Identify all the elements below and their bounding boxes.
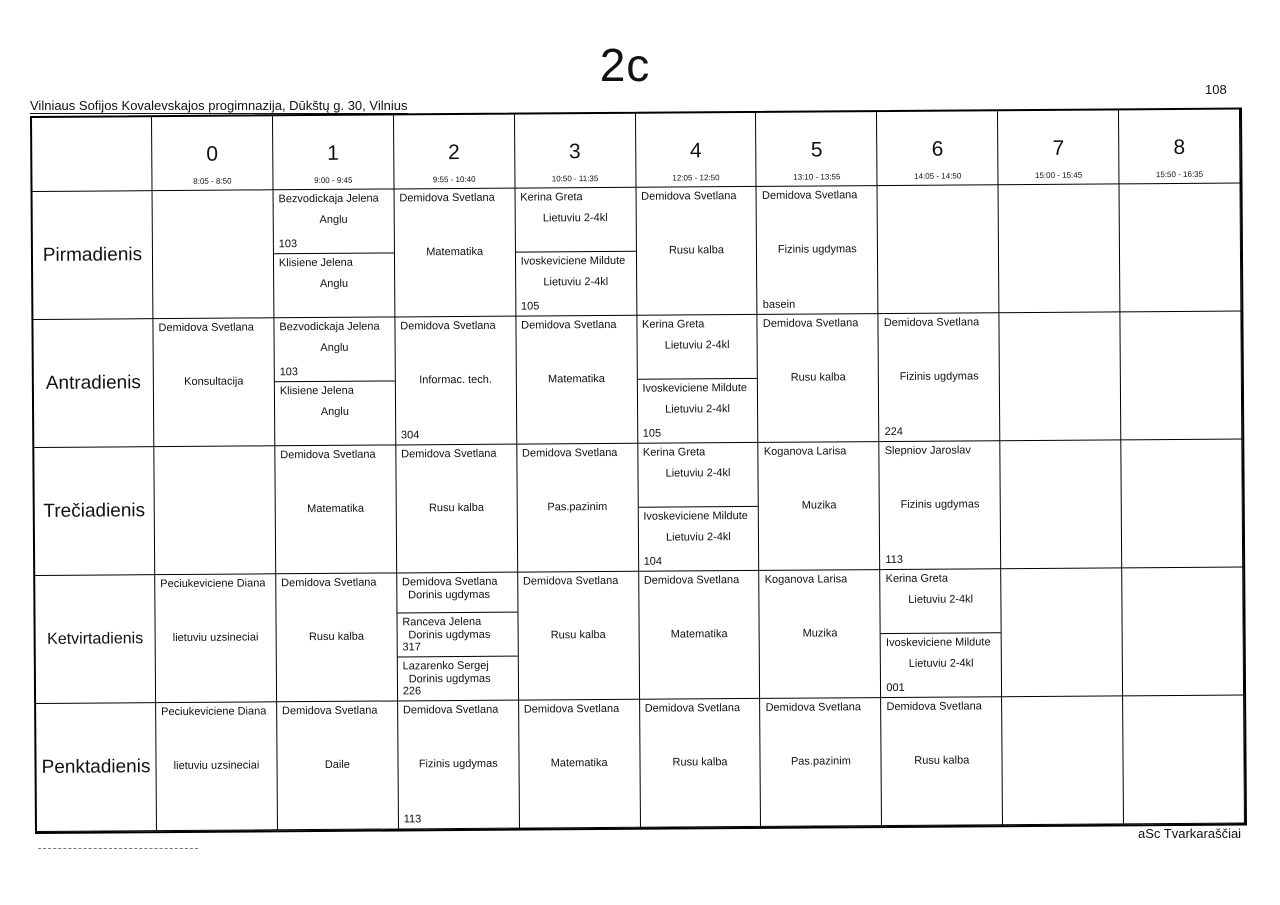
lesson-cell	[155, 574, 277, 703]
lesson-cell	[758, 314, 880, 443]
period-number: 2	[448, 141, 460, 165]
period-number: 5	[810, 138, 823, 162]
lesson-teacher: Bezvodickaja Jelena	[279, 320, 380, 334]
period-time: 15:00 - 15:45	[1034, 170, 1083, 180]
lesson-cell	[1001, 440, 1123, 569]
lesson-subject: Lietuviu 2-4kl	[665, 403, 731, 416]
period-header-4	[636, 113, 757, 188]
lesson-teacher: Ivoskeviciene Mildute	[643, 509, 748, 523]
period-time: 9:55 - 10:40	[432, 174, 476, 185]
lesson-teacher: Ivoskeviciene Mildute	[520, 254, 626, 268]
lesson-block	[880, 441, 1001, 569]
lesson-cell	[999, 184, 1121, 313]
lesson-teacher: Peciukeviciene Diana	[160, 577, 266, 591]
lesson-subject: Lietuviu 2-4kl	[664, 339, 730, 352]
lesson-teacher: Demidova Svetlana	[158, 321, 254, 335]
lesson-teacher: Kerina Greta	[642, 446, 706, 459]
lesson-subject: Muzika	[802, 627, 838, 640]
lesson-cell	[519, 700, 641, 829]
lesson-cell	[517, 444, 639, 573]
lesson-subject: Rusu kalba	[550, 628, 606, 642]
lesson-subject: Konsultacija	[184, 375, 244, 388]
lesson-cell	[398, 701, 520, 830]
lesson-block	[519, 700, 640, 828]
lesson-teacher: Demidova Svetlana	[281, 704, 378, 718]
lesson-cell	[638, 443, 760, 572]
lesson-teacher: Demidova Svetlana	[765, 701, 862, 714]
lesson-subject: Fizinis ugdymas	[900, 498, 980, 511]
period-time: 10:50 - 11:35	[551, 174, 599, 184]
lesson-room: 104	[643, 555, 663, 568]
period-header-0	[152, 116, 273, 191]
lesson-subject: Dorinis ugdymas	[408, 628, 491, 642]
lesson-teacher: Demidova Svetlana	[280, 448, 376, 462]
lesson-cell	[1000, 312, 1122, 441]
lesson-cell	[394, 189, 516, 318]
lesson-block	[394, 189, 515, 317]
day-header-antradienis: Antradienis	[33, 319, 154, 448]
lesson-block	[517, 444, 638, 572]
lesson-teacher: Klisiene Jelena	[279, 384, 354, 398]
lesson-subject: Anglu	[319, 277, 349, 290]
lesson-room: 103	[278, 238, 298, 251]
lesson-room: 113	[885, 553, 904, 567]
lesson-subject: Lietuviu 2-4kl	[665, 467, 731, 480]
lesson-block	[155, 574, 276, 702]
lesson-room: 226	[402, 685, 422, 698]
lesson-cell	[881, 569, 1003, 698]
lesson-cell	[156, 702, 278, 831]
lesson-cell	[275, 445, 397, 574]
lesson-subject: Rusu kalba	[308, 630, 365, 644]
lesson-teacher: Demidova Svetlana	[644, 702, 741, 715]
lesson-teacher: Kerina Greta	[641, 318, 705, 331]
lesson-block	[637, 379, 757, 443]
period-header-3	[515, 114, 636, 189]
page-title: 2c	[599, 39, 651, 91]
lesson-subject: Daile	[324, 758, 350, 771]
lesson-subject: Lietuviu 2-4kl	[543, 275, 609, 289]
period-header-2	[394, 115, 515, 190]
school-address: Vilniaus Sofijos Kovalevskajos progimnazija, Dūkštų g. 30, Vilnius	[30, 98, 408, 113]
lesson-subject: Rusu kalba	[790, 371, 846, 384]
lesson-cell	[879, 313, 1001, 442]
lesson-teacher: Demidova Svetlana	[761, 189, 858, 202]
lesson-block	[515, 188, 635, 253]
scan-mark	[38, 848, 198, 849]
lesson-block	[760, 570, 881, 698]
lesson-block	[759, 442, 880, 570]
period-time: 15:50 - 16:35	[1155, 169, 1204, 180]
lesson-teacher: Ivoskeviciene Mildute	[885, 636, 991, 650]
lesson-subject: Dorinis ugdymas	[408, 588, 491, 602]
corner-cell	[32, 117, 153, 192]
lesson-teacher: Demidova Svetlana	[399, 191, 495, 205]
lesson-block	[273, 189, 393, 254]
lesson-cell	[637, 315, 759, 444]
period-header-7	[998, 110, 1119, 185]
lesson-cell	[881, 697, 1003, 826]
lesson-cell	[516, 316, 638, 445]
lesson-room: basein	[762, 298, 796, 311]
lesson-teacher: Ranceva Jelena	[402, 615, 482, 629]
lesson-cell	[761, 698, 883, 827]
lesson-subject: Anglu	[320, 341, 349, 354]
lesson-room: 103	[279, 366, 299, 379]
period-time: 13:10 - 13:55	[793, 172, 841, 182]
lesson-subject: Matematika	[426, 245, 484, 259]
lesson-room: 224	[884, 425, 903, 439]
lesson-subject: Matematika	[307, 502, 365, 516]
lesson-cell	[396, 445, 518, 574]
lesson-teacher: Koganova Larisa	[764, 573, 848, 586]
lesson-teacher: Demidova Svetlana	[522, 574, 619, 588]
lesson-cell	[878, 185, 1000, 314]
lesson-cell	[1121, 312, 1243, 441]
period-header-1	[273, 115, 394, 190]
lesson-cell	[759, 442, 881, 571]
lesson-subject: Fizinis ugdymas	[418, 757, 498, 771]
lesson-block	[758, 314, 879, 442]
lesson-block	[881, 569, 1001, 634]
lesson-cell	[153, 318, 275, 447]
day-header-trečiadienis: Trečiadienis	[34, 447, 155, 576]
lesson-block	[153, 318, 274, 446]
lesson-teacher: Lazarenko Sergej	[402, 659, 489, 673]
lesson-teacher: Demidova Svetlana	[762, 317, 859, 330]
lesson-cell	[1002, 696, 1124, 825]
lesson-teacher: Kerina Greta	[520, 191, 583, 204]
lesson-cell	[1123, 696, 1245, 825]
period-header-6	[877, 111, 998, 186]
lesson-block	[516, 316, 637, 444]
day-header-penktadienis: Penktadienis	[36, 703, 157, 832]
day-header-ketvirtadienis: Ketvirtadienis	[35, 575, 156, 704]
lesson-teacher: Demidova Svetlana	[401, 447, 497, 461]
lesson-block	[275, 381, 395, 445]
period-number: 3	[568, 140, 581, 164]
lesson-block	[881, 633, 1001, 697]
lesson-subject: Anglu	[320, 405, 350, 418]
lesson-teacher: Demidova Svetlana	[523, 702, 620, 716]
period-header-5	[756, 112, 877, 187]
lesson-block	[879, 313, 1000, 441]
page-number: 108	[1205, 82, 1227, 97]
lesson-block	[639, 571, 760, 699]
lesson-teacher: Demidova Svetlana	[402, 703, 499, 717]
lesson-block	[276, 573, 397, 701]
lesson-block	[636, 187, 757, 315]
lesson-teacher: Demidova Svetlana	[886, 700, 982, 714]
lesson-block	[398, 657, 518, 701]
lesson-room: 105	[642, 427, 662, 440]
lesson-teacher: Demidova Svetlana	[281, 576, 377, 590]
lesson-subject: Matematika	[550, 756, 608, 770]
lesson-cell	[273, 189, 395, 318]
lesson-cell	[1122, 568, 1244, 697]
lesson-cell	[397, 573, 519, 702]
lesson-room: 105	[520, 300, 540, 313]
lesson-cell	[395, 317, 517, 446]
lesson-cell	[276, 573, 398, 702]
lesson-block	[395, 317, 516, 445]
lesson-teacher: Slepniov Jaroslav	[884, 444, 971, 458]
lesson-teacher: Demidova Svetlana	[643, 574, 740, 587]
period-number: 7	[1052, 136, 1065, 160]
lesson-block	[275, 445, 396, 573]
lesson-subject: Fizinis ugdymas	[777, 243, 857, 256]
period-number: 6	[931, 137, 944, 161]
lesson-block	[516, 252, 636, 316]
lesson-room: 113	[403, 813, 422, 826]
lesson-block	[397, 613, 517, 658]
lesson-teacher: Bezvodickaja Jelena	[278, 192, 379, 206]
lesson-block	[397, 573, 517, 614]
lesson-subject: Rusu kalba	[672, 756, 728, 769]
lesson-teacher: Demidova Svetlana	[521, 446, 618, 460]
lesson-block	[640, 699, 761, 827]
lesson-subject: lietuviu uzsineciai	[172, 631, 259, 645]
lesson-block	[761, 698, 882, 826]
period-number: 8	[1173, 135, 1186, 160]
lesson-subject: Dorinis ugdymas	[408, 672, 491, 686]
period-number: 1	[327, 141, 340, 165]
lesson-teacher: Demidova Svetlana	[521, 318, 617, 332]
lesson-cell	[153, 190, 275, 319]
lesson-teacher: Demidova Svetlana	[641, 190, 737, 203]
lesson-block	[881, 697, 1002, 825]
lesson-block	[274, 253, 394, 317]
lesson-teacher: Kerina Greta	[885, 572, 948, 586]
lesson-block	[274, 317, 394, 382]
period-header-8	[1119, 110, 1240, 185]
lesson-cell	[640, 699, 762, 828]
lesson-subject: Lietuviu 2-4kl	[908, 593, 974, 606]
lesson-subject: Lietuviu 2-4kl	[542, 211, 608, 225]
lesson-cell	[1120, 184, 1242, 313]
period-time: 12:05 - 12:50	[672, 173, 720, 183]
lesson-subject: Lietuviu 2-4kl	[908, 657, 974, 670]
lesson-room: 317	[402, 641, 421, 654]
lesson-room: 304	[400, 429, 420, 442]
period-number: 4	[689, 139, 702, 163]
lesson-block	[396, 445, 517, 573]
lesson-subject: Rusu kalba	[428, 501, 485, 515]
lesson-cell	[1001, 568, 1123, 697]
lesson-teacher: Ivoskeviciene Mildute	[642, 382, 748, 395]
lesson-teacher: Demidova Svetlana	[883, 316, 980, 330]
timetable-grid	[30, 108, 1247, 834]
lesson-teacher: Demidova Svetlana	[400, 319, 496, 333]
lesson-subject: Lietuviu 2-4kl	[665, 531, 731, 544]
lesson-subject: Pas.pazinim	[790, 755, 851, 768]
period-time: 8:05 - 8:50	[193, 176, 232, 186]
period-time: 9:00 - 9:45	[314, 175, 353, 186]
period-number: 0	[206, 142, 219, 166]
lesson-block	[277, 701, 398, 829]
lesson-teacher: Koganova Larisa	[763, 445, 847, 458]
lesson-cell	[757, 186, 879, 315]
lesson-cell	[636, 187, 758, 316]
lesson-teacher: Klisiene Jelena	[278, 256, 353, 270]
lesson-block	[518, 572, 639, 700]
lesson-block	[638, 507, 758, 571]
lesson-cell	[518, 572, 640, 701]
lesson-cell	[1121, 440, 1243, 569]
lesson-cell	[639, 571, 761, 700]
lesson-teacher: Peciukeviciene Diana	[161, 705, 267, 719]
lesson-cell	[515, 188, 637, 317]
lesson-block	[638, 443, 758, 508]
lesson-cell	[880, 441, 1002, 570]
lesson-subject: Muzika	[801, 499, 837, 512]
period-time: 14:05 - 14:50	[914, 171, 962, 181]
lesson-cell	[760, 570, 882, 699]
lesson-subject: Rusu kalba	[914, 754, 970, 767]
lesson-cell	[274, 317, 396, 446]
lesson-subject: Pas.pazinim	[547, 500, 608, 514]
day-header-pirmadienis: Pirmadienis	[33, 191, 154, 320]
lesson-room: 001	[886, 681, 905, 695]
lesson-subject: Matematika	[547, 372, 605, 386]
lesson-subject: Rusu kalba	[668, 244, 725, 257]
lesson-block	[156, 702, 277, 830]
lesson-block	[637, 315, 757, 380]
lesson-subject: Fizinis ugdymas	[899, 370, 979, 383]
lesson-subject: Informac. tech.	[419, 373, 492, 387]
lesson-subject: Anglu	[319, 213, 348, 226]
footer-credit: aSc Tvarkaraščiai	[1138, 826, 1242, 841]
lesson-cell	[277, 701, 399, 830]
lesson-subject: Matematika	[670, 628, 728, 641]
lesson-teacher: Demidova Svetlana	[401, 575, 498, 589]
lesson-subject: lietuviu uzsineciai	[173, 759, 260, 773]
lesson-block	[398, 701, 519, 829]
lesson-block	[757, 186, 878, 314]
lesson-cell	[154, 446, 276, 575]
